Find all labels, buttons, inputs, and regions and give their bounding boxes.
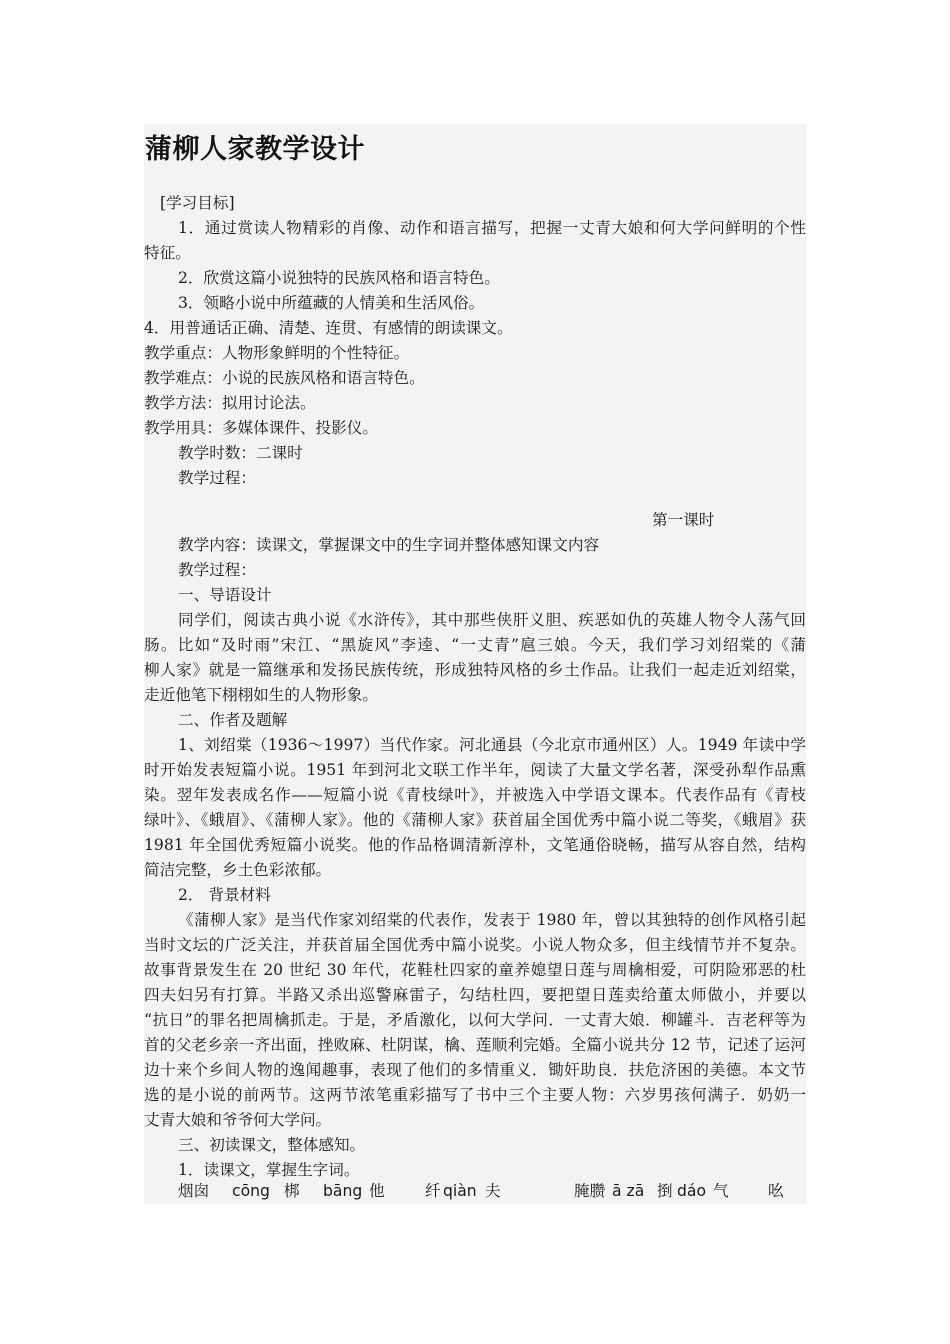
vocab-word: 气 <box>713 1182 729 1200</box>
text-line: 2．欣赏这篇小说独特的民族风格和语言特色。 <box>178 269 500 287</box>
text-line: 教学过程： <box>178 469 256 487</box>
text-line: 二、作者及题解 <box>178 711 288 729</box>
text-line: 首的父老乡亲一齐出面，挫败麻、杜阴谋，檎、莲顺利完婚。全篇小说共分 12 节，记述了运河 <box>144 1036 806 1054</box>
text-line: 肠。比如“及时雨”宋江、“黑旋风”李逵、“一丈青”扈三娘。今天，我们学习刘绍棠的《蒲 <box>144 636 806 654</box>
text-line: 柳人家》就是一篇继承和发扬民族传统，形成独特风格的乡土作品。让我们一起走近刘绍棠， <box>144 661 806 679</box>
text-line: 一、导语设计 <box>178 586 272 604</box>
text-line: 三、初读课文，整体感知。 <box>178 1136 366 1154</box>
text-line: 四夫妇另有打算。半路又杀出巡警麻雷子，勾结杜四，要把望日莲卖给董太师做小，并要以 <box>144 986 806 1004</box>
text-line: 4．用普通话正确、清楚、连贯、有感情的朗读课文。 <box>144 319 513 337</box>
text-line: 绿叶》、《蛾眉》、《蒲柳人家》。他的《蒲柳人家》获首届全国优秀中篇小说二等奖，《蛾眉》获 <box>144 811 806 829</box>
text-line: 3．领略小说中所蕴藏的人情美和生活风俗。 <box>178 294 485 312</box>
text-line: 特征。 <box>144 244 191 262</box>
vocab-word: 夫 <box>485 1182 501 1200</box>
text-line: 教学方法：拟用讨论法。 <box>144 394 316 412</box>
text-line: “抗日”的罪名把周檎抓走。于是，矛盾激化，以何大学问．一丈青大娘．柳罐斗．吉老秤等为 <box>144 1011 806 1029</box>
text-line: [学习目标] <box>160 194 235 212</box>
vocab-pinyin: cōng <box>232 1182 270 1200</box>
text-line: 同学们，阅读古典小说《水浒传》，其中那些侠肝义胆、疾恶如仇的英雄人物令人荡气回 <box>178 611 806 629</box>
vocab-word: 腌臜 <box>574 1182 606 1200</box>
vocab-word: 吆 <box>768 1182 784 1200</box>
text-line: 1．通过赏读人物精彩的肖像、动作和语言描写，把握一丈青大娘和何大学问鲜明的个性 <box>178 219 806 237</box>
text-line: 教学时数：二课时 <box>178 444 303 462</box>
text-line: 故事背景发生在 20 世纪 30 年代，花鞋杜四家的童养媳望日莲与周檎相爱，可阴险邪恶的杜 <box>144 961 806 979</box>
text-line: 当时文坛的广泛关注，并获首届全国优秀中篇小说奖。小说人物众多，但主线情节并不复杂。 <box>144 936 806 954</box>
text-line: 2． 背景材料 <box>178 886 271 904</box>
vocab-word: 烟囱 <box>178 1182 210 1200</box>
text-line: 教学用具：多媒体课件、投影仪。 <box>144 419 378 437</box>
vocab-word: 纤 <box>425 1182 441 1200</box>
text-line: 时开始发表短篇小说。1951 年到河北文联工作半年，阅读了大量文学名著，深受孙犁作品熏 <box>144 761 806 779</box>
text-line: 1．读课文，掌握生字词。 <box>178 1161 360 1179</box>
text-line: 选的是小说的前两节。这两节浓笔重彩描写了书中三个主要人物：六岁男孩何满子．奶奶一 <box>144 1086 806 1104</box>
text-line: 《蒲柳人家》是当代作家刘绍棠的代表作，发表于 1980 年，曾以其独特的创作风格引起 <box>178 911 806 929</box>
text-line: 教学内容：读课文，掌握课文中的生字词并整体感知课文内容 <box>178 536 600 554</box>
vocab-pinyin: qiàn <box>443 1182 477 1200</box>
vocab-word: 他 <box>369 1182 385 1200</box>
text-line: 丈青大娘和爷爷何大学问。 <box>144 1111 332 1129</box>
text-line: 走近他笔下栩栩如生的人物形象。 <box>144 686 378 704</box>
vocab-pinyin: bāng <box>323 1182 363 1200</box>
text-line: 1、刘绍棠（1936～1997）当代作家。河北通县（今北京市通州区）人。1949 年读中学 <box>178 736 806 754</box>
document-title: 蒲柳人家教学设计 <box>145 134 365 165</box>
pinyin-vocab-row <box>144 1179 806 1204</box>
vocab-pinyin: ā zā <box>612 1182 645 1200</box>
vocab-pinyin: dáo <box>677 1182 706 1200</box>
text-line: 教学难点：小说的民族风格和语言特色。 <box>144 369 425 387</box>
vocab-word: 梆 <box>284 1182 300 1200</box>
text-line: 染。翌年发表成名作——短篇小说《青枝绿叶》，并被选入中学语文课本。代表作品有《青枝 <box>144 786 806 804</box>
section-heading: 第一课时 <box>652 511 715 529</box>
text-line: 教学过程： <box>178 561 256 579</box>
text-line: 教学重点：人物形象鲜明的个性特征。 <box>144 344 410 362</box>
text-line: 边十来个乡间人物的逸闻趣事，表现了他们的多情重义．锄奸助良．扶危济困的美德。本文节 <box>144 1061 806 1079</box>
text-line: 1981 年全国优秀短篇小说奖。他的作品格调清新淳朴，文笔通俗晓畅，描写从容自然，结构 <box>144 836 806 854</box>
text-line: 简洁完整，乡土色彩浓郁。 <box>144 861 332 879</box>
vocab-word: 捯 <box>657 1182 673 1200</box>
